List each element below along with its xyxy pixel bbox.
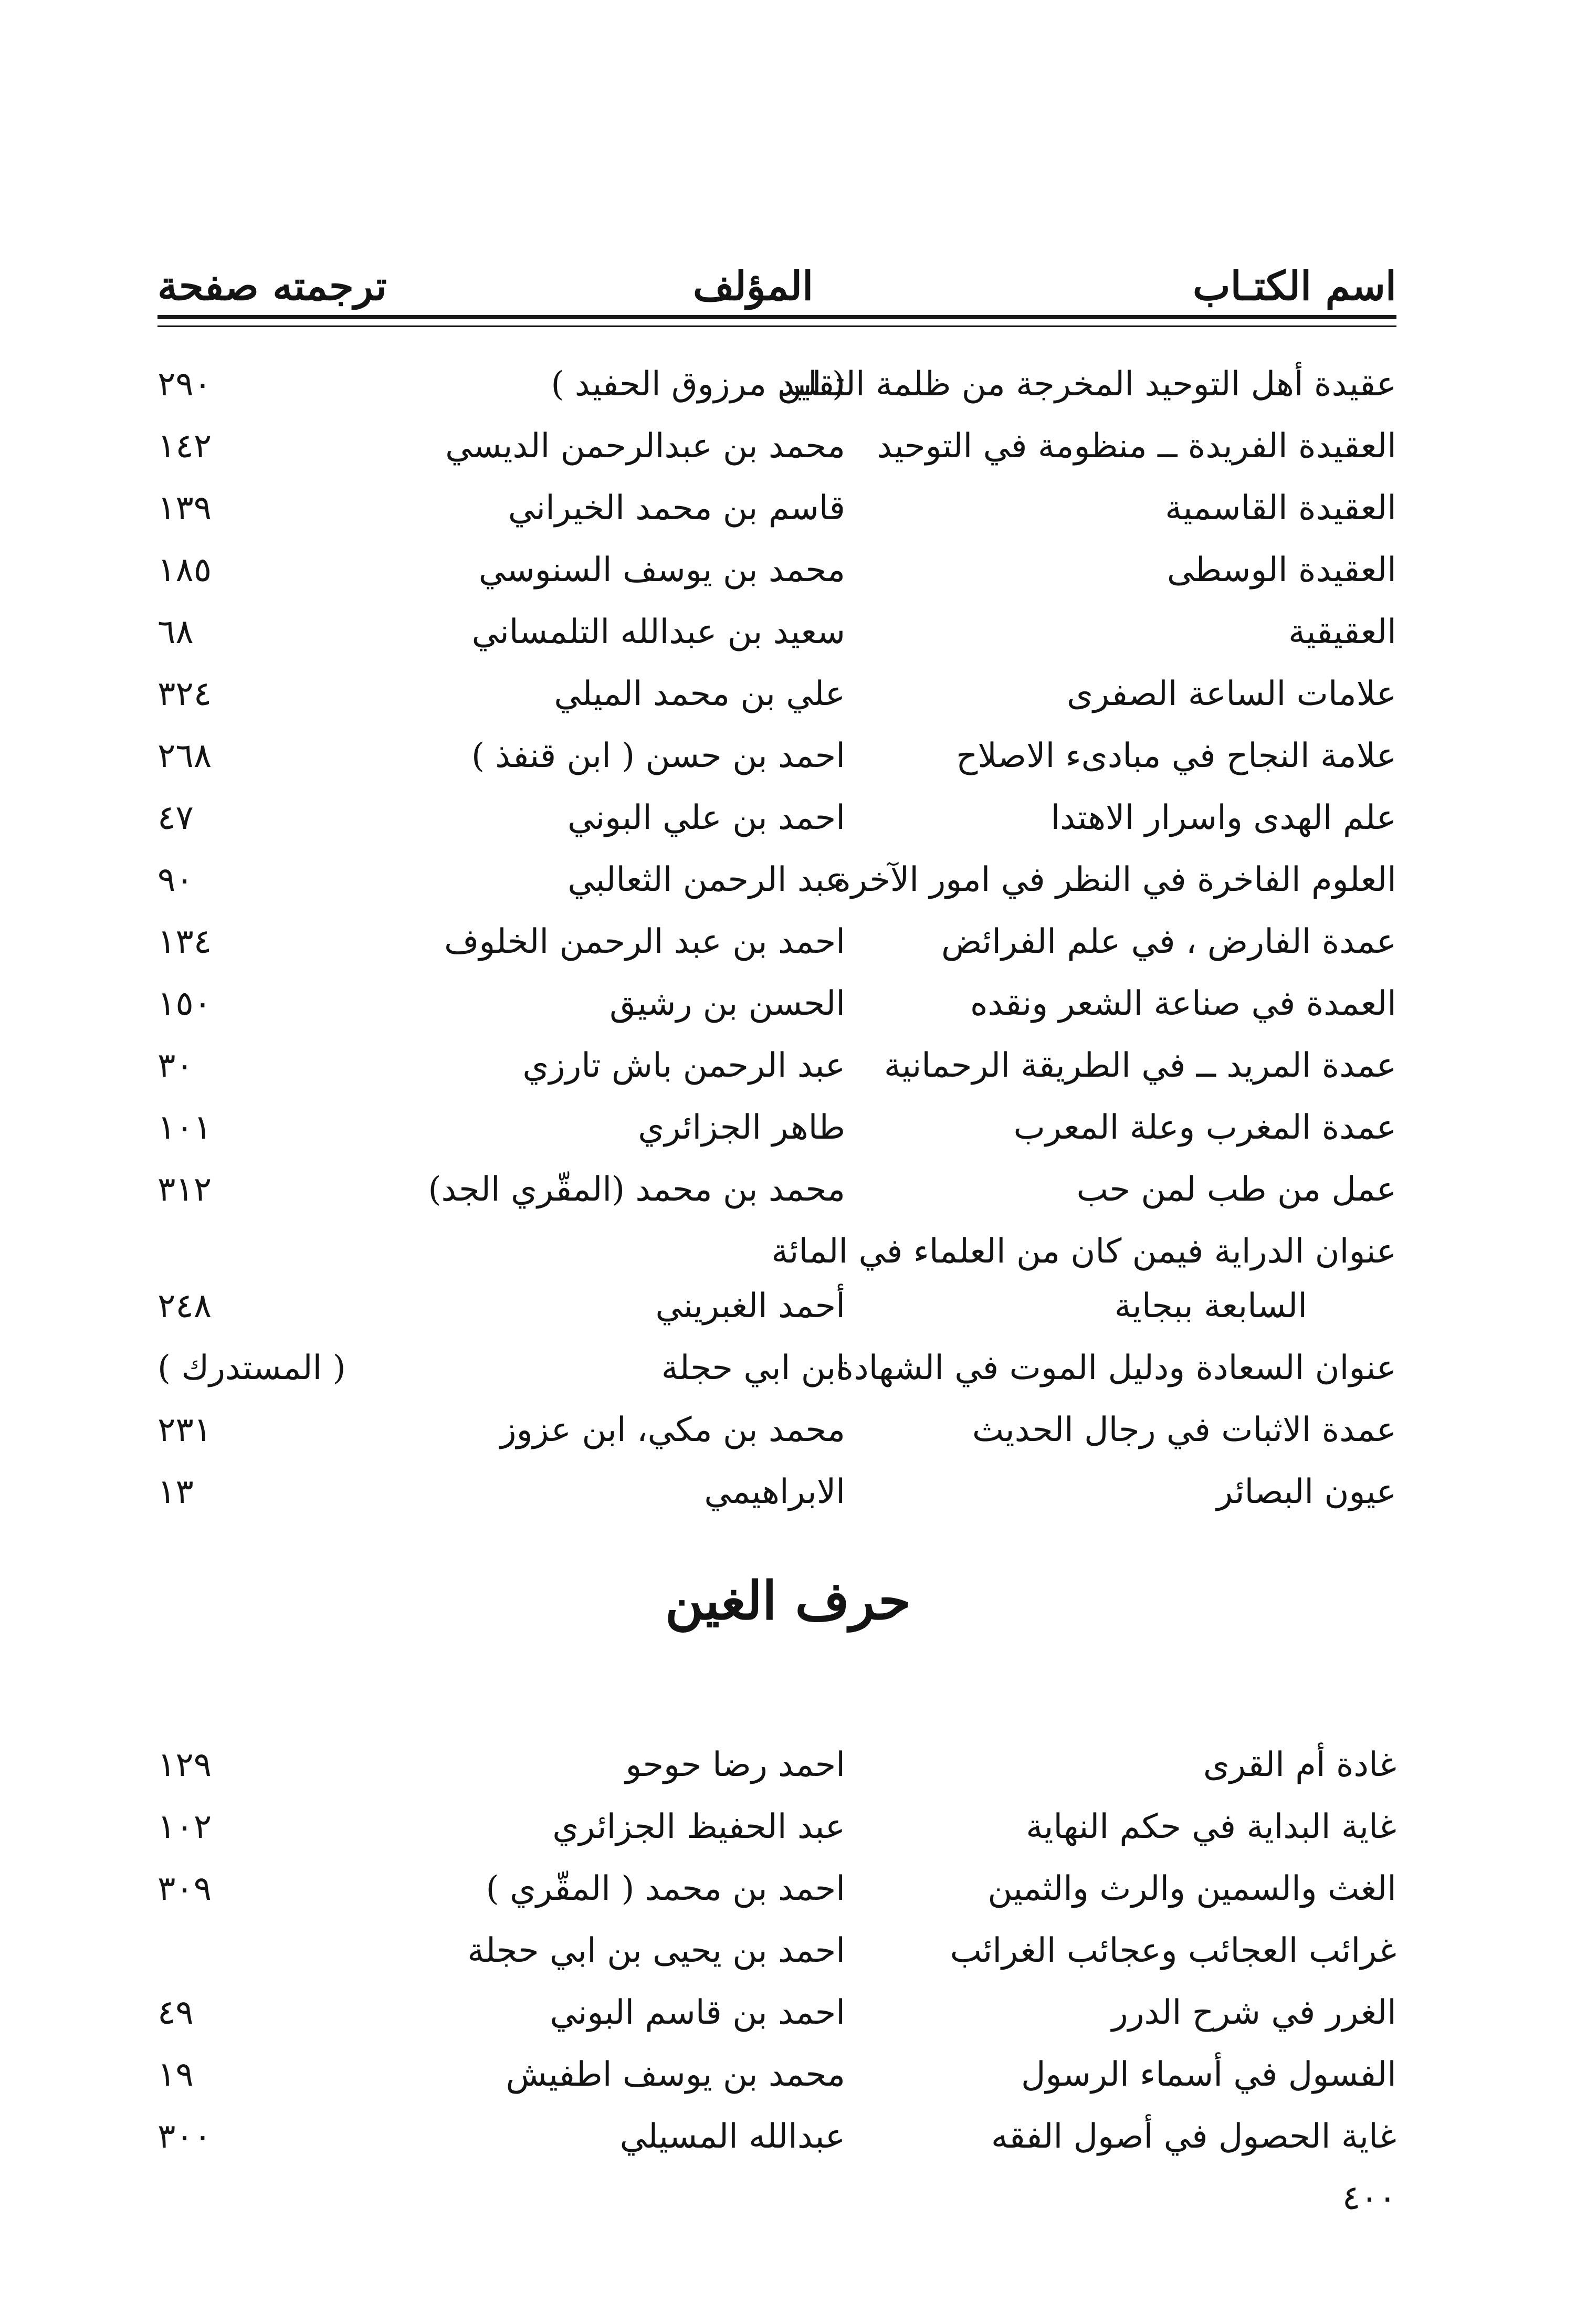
author-name: محمد بن محمد (المقّري الجد) <box>428 1170 845 1209</box>
biography-page-number: ١٤٢ <box>157 427 212 466</box>
table-row <box>157 1465 1396 1527</box>
author-name: احمد بن قاسم البوني <box>550 1993 845 2032</box>
biography-page-number: ١٠٢ <box>157 1807 212 1846</box>
table-row <box>157 419 1396 481</box>
table-row <box>157 1738 1396 1800</box>
table-row <box>157 1279 1396 1341</box>
table-row <box>157 667 1396 729</box>
biography-page-number: ٣٠ <box>157 1046 194 1085</box>
author-name: سعيد بن عبدالله التلمساني <box>471 613 845 651</box>
author-name: الحسن بن رشيق <box>610 984 845 1023</box>
author-name: قاسم بن محمد الخيراني <box>508 489 845 528</box>
book-title: العقيدة الفريدة ــ منظومة في التوحيد <box>877 427 1396 466</box>
author-name: احمد رضا حوحو <box>625 1745 845 1784</box>
book-title: علامة النجاح في مبادىء الاصلاح <box>956 737 1396 775</box>
table-row <box>157 976 1396 1038</box>
book-title: العقيقية <box>1288 613 1396 651</box>
header-rule-thick <box>157 315 1396 319</box>
biography-page-number: ١٥٠ <box>157 984 212 1023</box>
book-title: العقيدة الوسطى <box>1167 551 1396 590</box>
book-title: الغث والسمين والرث والثمين <box>987 1869 1396 1908</box>
table-row <box>157 1224 1396 1279</box>
header-author: المؤلف <box>693 262 814 309</box>
table-row <box>157 605 1396 667</box>
author-name: عبد الحفيظ الجزائري <box>552 1807 845 1846</box>
section-heading: حرف الغين <box>665 1570 911 1632</box>
biography-page-number: ٤٩ <box>157 1993 194 2032</box>
table-row <box>157 1341 1396 1403</box>
book-title: العلوم الفاخرة في النظر في امور الآخرة <box>833 860 1396 899</box>
table-row <box>157 481 1396 543</box>
author-name: احمد بن يحيى بن ابي حجلة <box>467 1931 845 1970</box>
header-book-title: اسم الكتـاب <box>1193 262 1396 309</box>
author-name: الابراهيمي <box>704 1473 845 1511</box>
biography-page-number: ٣٠٠ <box>157 2117 212 2156</box>
table-row <box>157 1100 1396 1162</box>
book-title: عمدة المغرب وعلة المعرب <box>1013 1108 1396 1147</box>
table-row <box>157 853 1396 914</box>
biography-page-number: ٢٦٨ <box>157 737 212 775</box>
author-name: عبدالله المسيلي <box>619 2117 845 2156</box>
table-row <box>157 1862 1396 1923</box>
author-name: علي بن محمد الميلي <box>554 675 845 713</box>
author-name: ابن ابي حجلة <box>661 1349 845 1387</box>
table-row <box>157 1162 1396 1224</box>
biography-page-number: ( المستدرك ) <box>157 1349 346 1387</box>
table-row <box>157 791 1396 853</box>
table-row <box>157 1800 1396 1862</box>
book-title: غاية الحصول في أصول الفقه <box>991 2117 1396 2156</box>
book-title: عنوان الدراية فيمن كان من العلماء في المائة <box>771 1232 1396 1271</box>
book-title: عمدة الفارض ، في علم الفرائض <box>941 922 1396 961</box>
biography-page-number: ١٢٩ <box>157 1745 212 1784</box>
biography-page-number: ٣١٢ <box>157 1170 212 1209</box>
book-title: غادة أم القرى <box>1203 1745 1396 1784</box>
table-row <box>157 1403 1396 1465</box>
author-name: عبد الرحمن باش تارزي <box>522 1046 845 1085</box>
table-row <box>157 2047 1396 2109</box>
book-title: العمدة في صناعة الشعر ونقده <box>970 984 1396 1023</box>
biography-page-number: ٣٢٤ <box>157 675 212 713</box>
author-name: محمد بن يوسف السنوسي <box>478 551 845 590</box>
author-name: عبد الرحمن الثعالبي <box>568 860 845 899</box>
page-number: ٤٠٠ <box>1342 2179 1396 2217</box>
biography-page-number: ٩٠ <box>157 860 194 899</box>
biography-page-number: ١٣ <box>157 1473 194 1511</box>
book-title: عقيدة أهل التوحيد المخرجة من ظلمة التقليد <box>779 365 1396 404</box>
author-name: محمد بن مكي، ابن عزوز <box>500 1411 845 1449</box>
book-title: غرائب العجائب وعجائب الغرائب <box>950 1931 1396 1970</box>
book-title: الفسول في أسماء الرسول <box>1021 2055 1396 2094</box>
table-row <box>157 729 1396 791</box>
author-name: طاهر الجزائري <box>638 1108 845 1147</box>
author-name: احمد بن عبد الرحمن الخلوف <box>444 922 845 961</box>
book-title: عيون البصائر <box>1216 1473 1396 1511</box>
table-row <box>157 1985 1396 2047</box>
author-name: احمد بن حسن ( ابن قنفذ ) <box>471 737 845 775</box>
biography-page-number: ٣٠٩ <box>157 1869 212 1908</box>
book-title: علم الهدى واسرار الاهتدا <box>1050 798 1396 837</box>
biography-page-number: ١٨٥ <box>157 551 212 590</box>
entries-list-ghain <box>157 1738 1396 2171</box>
biography-page-number: ٦٨ <box>157 613 194 651</box>
biography-page-number: ٢٣١ <box>157 1411 212 1449</box>
book-title: العقيدة القاسمية <box>1165 489 1396 528</box>
biography-page-number: ٢٤٨ <box>157 1287 212 1326</box>
book-title: السابعة ببجاية <box>1114 1287 1307 1326</box>
biography-page-number: ١٣٩ <box>157 489 212 528</box>
author-name: احمد بن محمد ( المقّري ) <box>486 1869 845 1908</box>
biography-page-number: ١٩ <box>157 2055 194 2094</box>
biography-page-number: ٢٩٠ <box>157 365 212 404</box>
author-name: احمد بن علي البوني <box>567 798 845 837</box>
book-title: الغرر في شرح الدرر <box>1111 1993 1396 2032</box>
table-row <box>157 543 1396 605</box>
table-row <box>157 914 1396 976</box>
book-title: عمدة المريد ــ في الطريقة الرحمانية <box>884 1046 1396 1085</box>
header-rule-thin <box>157 325 1396 327</box>
book-title: عنوان السعادة ودليل الموت في الشهادة <box>836 1349 1396 1387</box>
header-biography-page: ترجمته صفحة <box>157 262 387 309</box>
table-row <box>157 1038 1396 1100</box>
book-title: غاية البداية في حكم النهاية <box>1026 1807 1396 1846</box>
book-title: علامات الساعة الصفرى <box>1066 675 1396 713</box>
author-name: أحمد الغبريني <box>655 1287 845 1326</box>
biography-page-number: ١٠١ <box>157 1108 212 1147</box>
book-title: عمدة الاثبات في رجال الحديث <box>972 1411 1396 1449</box>
table-row <box>157 1923 1396 1985</box>
table-row <box>157 2109 1396 2171</box>
author-name: ( ابن مرزوق الحفيد ) <box>551 365 845 404</box>
biography-page-number: ٤٧ <box>157 798 194 837</box>
biography-page-number: ١٣٤ <box>157 922 212 961</box>
entries-list-ain <box>157 357 1396 1527</box>
table-row <box>157 357 1396 419</box>
book-title: عمل من طب لمن حب <box>1076 1170 1396 1209</box>
author-name: محمد بن يوسف اطفيش <box>506 2055 845 2094</box>
author-name: محمد بن عبدالرحمن الديسي <box>445 427 845 466</box>
